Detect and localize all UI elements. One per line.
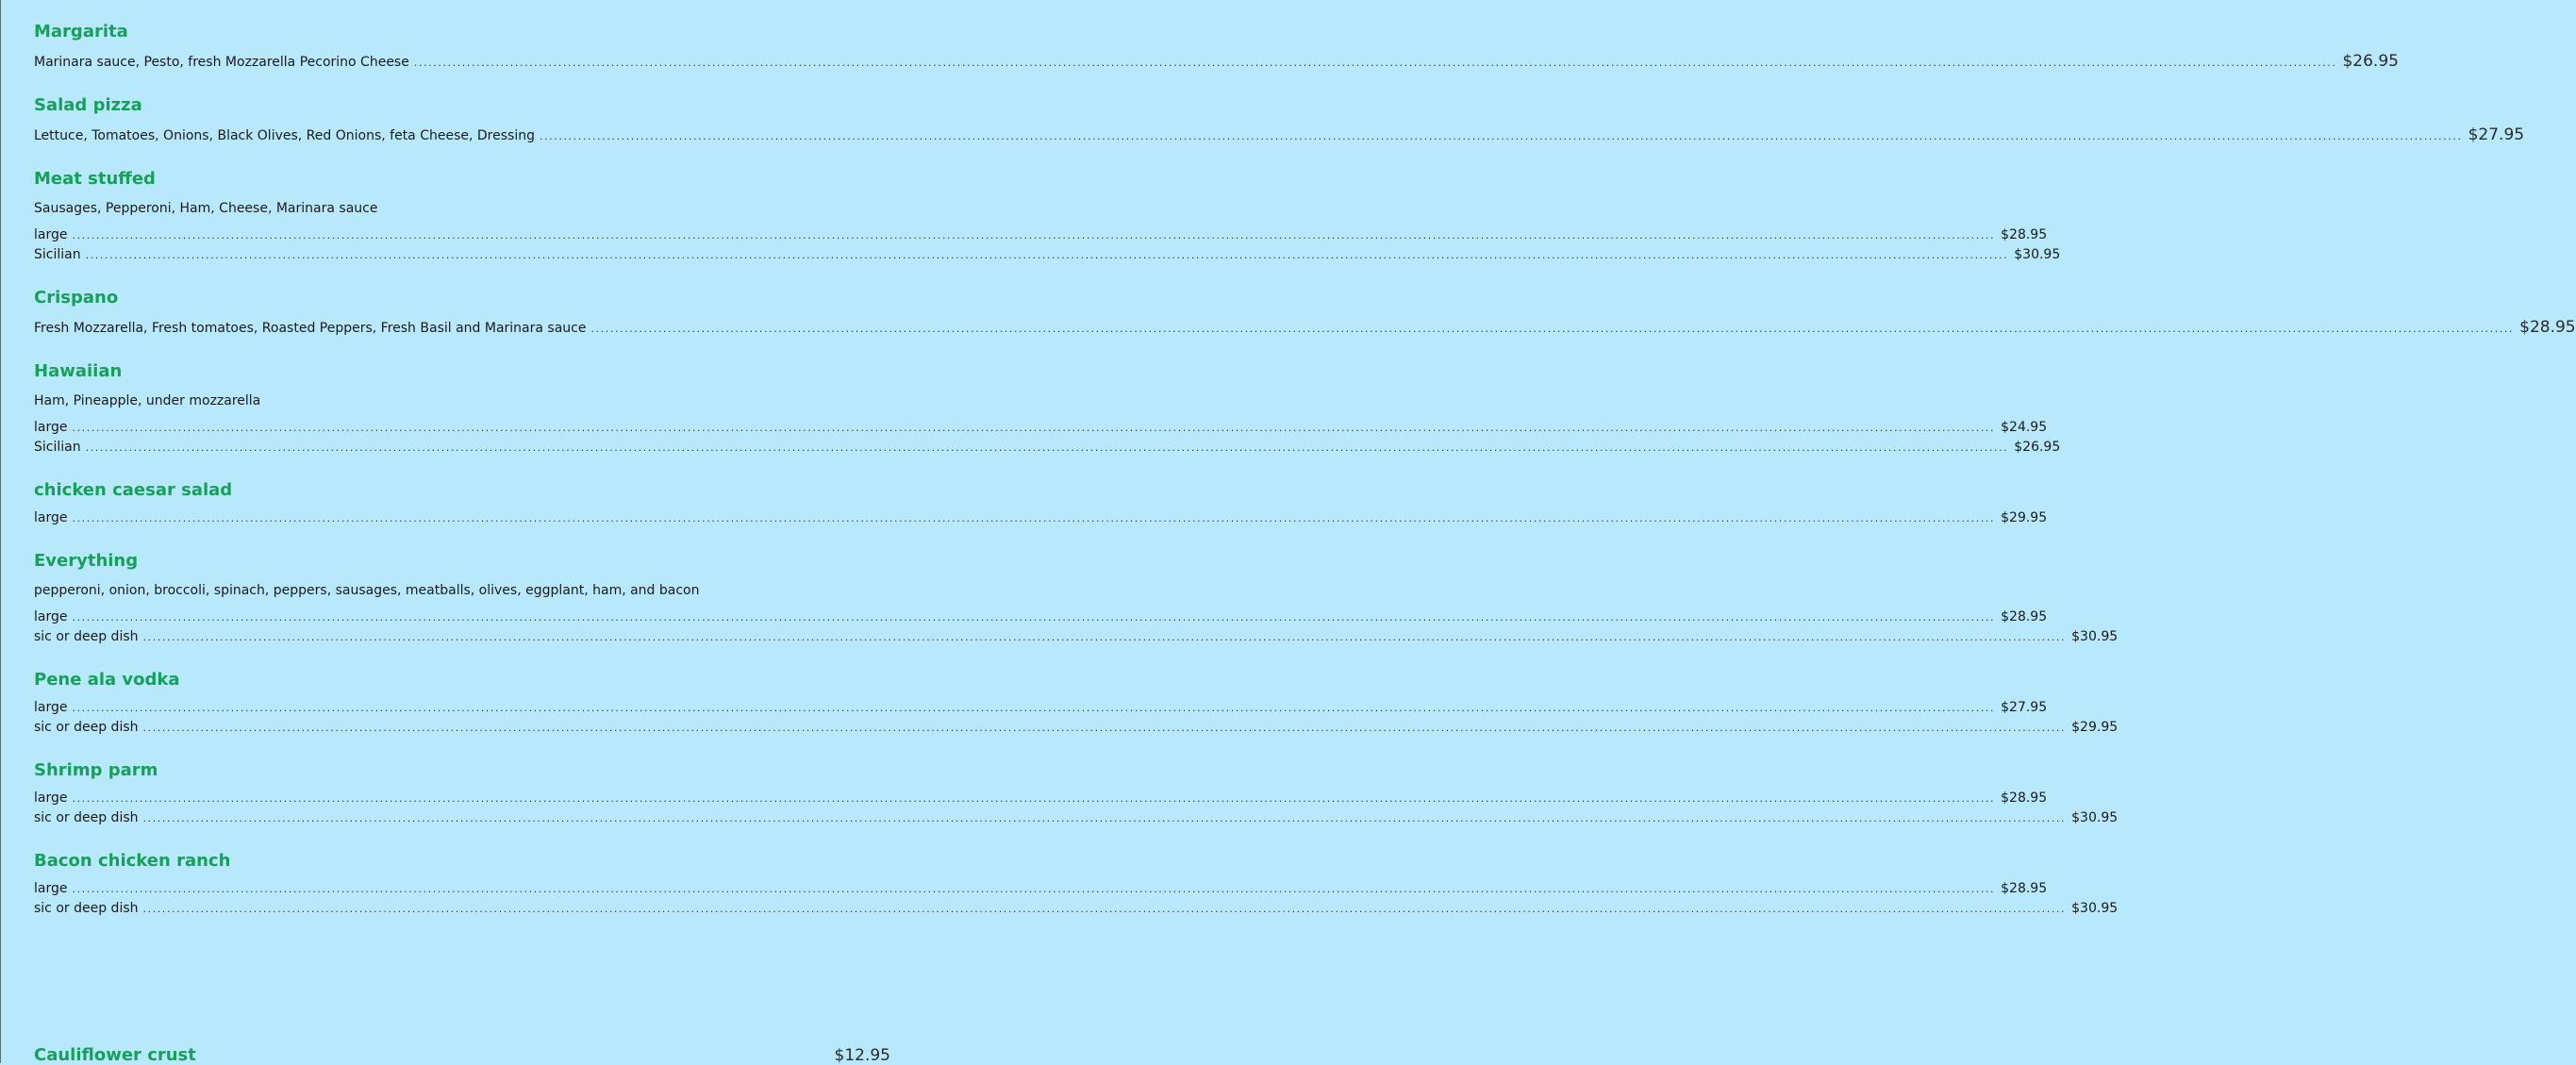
menu-item-price: $12.95 (834, 1046, 890, 1065)
size-price-row (34, 879, 2048, 899)
dot-leader: ................................................................................................................................................................................................................................................................................................................................................................................................................ (72, 611, 1996, 624)
menu-item-title: Salad pizza (34, 95, 142, 115)
menu-item-description: Sausages, Pepperoni, Ham, Cheese, Marinara sauce (34, 201, 378, 216)
dot-leader: ................................................................................................................................................................................................................................................................................................................................................................................................................ (85, 441, 2009, 454)
menu-item (34, 759, 2119, 828)
size-price: $27.95 (2001, 700, 2048, 715)
size-price-row (34, 508, 2048, 528)
dot-leader: ................................................................................................................................................................................................................................................................................................................................................................................................................ (72, 702, 1996, 714)
menu-item (34, 479, 2048, 528)
menu-item-price: $26.95 (2342, 52, 2399, 71)
size-label: large (34, 227, 68, 242)
size-price: $30.95 (2014, 247, 2061, 262)
menu-item (34, 94, 2525, 146)
menu-item (34, 550, 2119, 647)
menu-list (34, 21, 2576, 940)
menu-item-title: Margarita (34, 22, 128, 42)
dot-leader: ................................................................................................................................................................................................................................................................................................................................................................................................................ (72, 512, 1996, 524)
menu-item-row (34, 316, 2576, 339)
menu-item (34, 850, 2119, 919)
size-price-row (34, 245, 2061, 265)
size-price: $28.95 (2001, 790, 2048, 806)
size-price-row (34, 627, 2119, 647)
size-label: large (34, 700, 68, 715)
size-label: large (34, 609, 68, 624)
menu-item-row (34, 124, 2525, 146)
size-price-row (34, 808, 2119, 828)
dot-leader: ................................................................................................................................................................................................................................................................................................................................................................................................................ (142, 903, 2067, 915)
menu-item-title: Hawaiian (34, 361, 123, 381)
size-price: $28.95 (2001, 227, 2048, 242)
dot-leader: ................................................................................................................................................................................................................................................................................................................................................................................................................ (72, 883, 1996, 895)
dot-leader: ................................................................................................................................................................................................................................................................................................................................................................................................................ (539, 130, 2463, 142)
size-label: large (34, 510, 68, 525)
menu-item-partial (34, 1045, 890, 1065)
dot-leader: ................................................................................................................................................................................................................................................................................................................................................................................................................ (590, 323, 2515, 335)
menu-item-price: $28.95 (2519, 318, 2576, 337)
size-price: $26.95 (2014, 440, 2061, 455)
menu-item (34, 21, 2399, 73)
menu-item-description: Ham, Pineapple, under mozzarella (34, 393, 261, 408)
dot-leader: ................................................................................................................................................................................................................................................................................................................................................................................................................ (142, 631, 2067, 643)
size-label: Sicilian (34, 247, 81, 262)
size-label: sic or deep dish (34, 810, 139, 825)
size-price-row (34, 418, 2048, 438)
menu-item (34, 287, 2576, 339)
size-price-row (34, 225, 2048, 245)
size-price: $30.95 (2071, 629, 2119, 644)
size-price-row (34, 718, 2119, 738)
menu-item (34, 669, 2119, 738)
size-label: large (34, 790, 68, 806)
dot-leader: ................................................................................................................................................................................................................................................................................................................................................................................................................ (72, 422, 1996, 434)
menu-item-description: Marinara sauce, Pesto, fresh Mozzarella Pecorino Cheese (34, 55, 409, 70)
dot-leader: ................................................................................................................................................................................................................................................................................................................................................................................................................ (142, 722, 2067, 734)
size-price: $29.95 (2071, 720, 2119, 735)
size-label: large (34, 420, 68, 435)
menu-item-title: Shrimp parm (34, 760, 158, 780)
size-price: $30.95 (2071, 901, 2119, 916)
page-left-border (0, 0, 1, 1063)
menu-item-price: $27.95 (2468, 125, 2525, 144)
size-price: $29.95 (2001, 510, 2048, 525)
menu-item (34, 168, 2061, 265)
menu-item-title: Crispano (34, 288, 119, 308)
dot-leader: ................................................................................................................................................................................................................................................................................................................................................................................................................ (413, 57, 2337, 69)
menu-item-description: pepperoni, onion, broccoli, spinach, peppers, sausages, meatballs, olives, eggplant, ham, and bacon (34, 583, 700, 598)
size-label: sic or deep dish (34, 629, 139, 644)
dot-leader: ................................................................................................................................................................................................................................................................................................................................................................................................................ (142, 812, 2067, 824)
dot-leader: ................................................................................................................................................................................................................................................................................................................................................................................................................ (85, 249, 2009, 261)
menu-item-title: Meat stuffed (34, 169, 156, 189)
size-price-row (34, 789, 2048, 808)
menu-item-title: Cauliflower crust (34, 1045, 196, 1065)
menu-item (34, 360, 2061, 458)
dot-leader: ................................................................................................................................................................................................................................................................................................................................................................................................................ (72, 229, 1996, 241)
size-price-row (34, 698, 2048, 718)
size-price: $28.95 (2001, 881, 2048, 896)
dot-leader: ................................................................................................................................................................................................................................................................................................................................................................................................................ (72, 792, 1996, 805)
menu-item-row (34, 50, 2399, 73)
menu-item-title: chicken caesar salad (34, 480, 233, 500)
size-label: large (34, 881, 68, 896)
size-label: sic or deep dish (34, 720, 139, 735)
size-price-row (34, 438, 2061, 458)
size-price: $24.95 (2001, 420, 2048, 435)
menu-item-title: Everything (34, 551, 139, 571)
size-price: $30.95 (2071, 810, 2119, 825)
size-label: sic or deep dish (34, 901, 139, 916)
size-price-row (34, 899, 2119, 919)
size-price: $28.95 (2001, 609, 2048, 624)
menu-item-description: Lettuce, Tomatoes, Onions, Black Olives, Red Onions, feta Cheese, Dressing (34, 128, 535, 143)
menu-item-title: Pene ala vodka (34, 670, 180, 690)
size-label: Sicilian (34, 440, 81, 455)
size-price-row (34, 607, 2048, 627)
menu-item-description: Fresh Mozzarella, Fresh tomatoes, Roasted Peppers, Fresh Basil and Marinara sauce (34, 321, 587, 336)
menu-item-title: Bacon chicken ranch (34, 851, 231, 871)
